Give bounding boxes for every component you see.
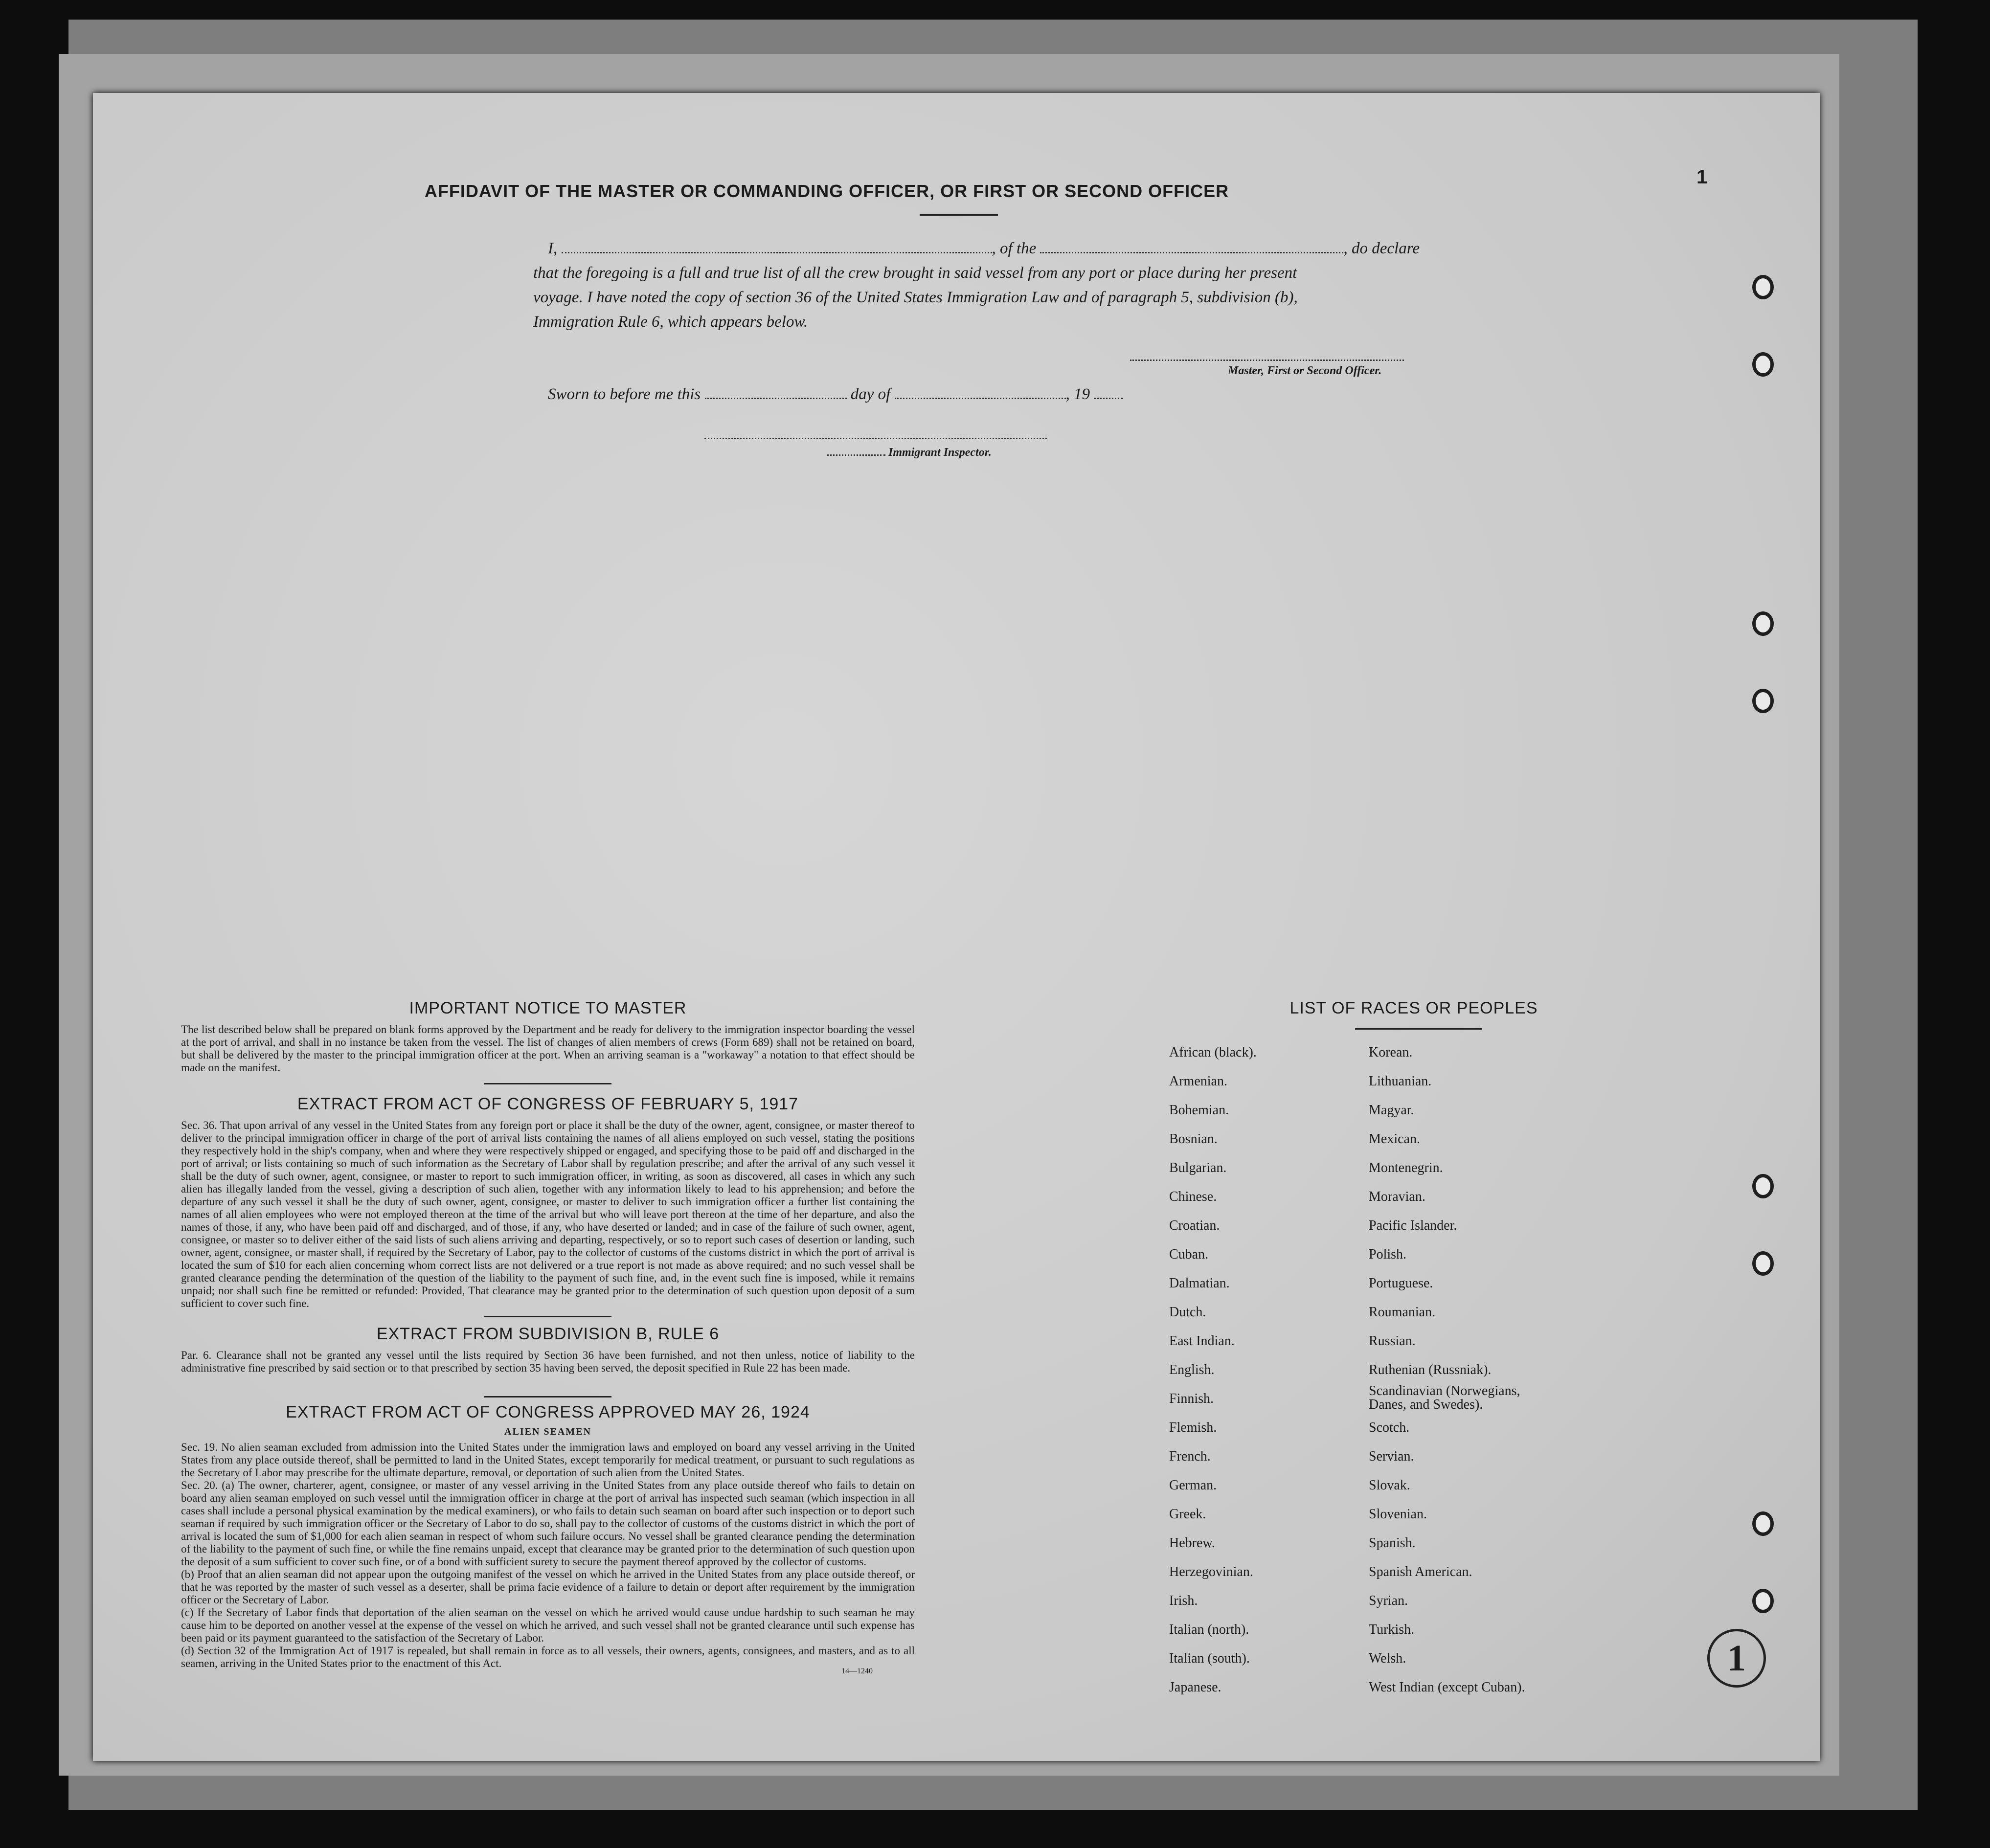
- race-left: Hebrew.: [1169, 1535, 1215, 1551]
- year-label: , 19: [1065, 385, 1090, 403]
- punch-hole: [1752, 689, 1774, 713]
- race-left: Chinese.: [1169, 1189, 1217, 1204]
- punch-hole: [1752, 1589, 1774, 1613]
- race-right: Korean.: [1369, 1045, 1413, 1060]
- race-right: Polish.: [1369, 1247, 1407, 1262]
- affidavit-line-3: voyage. I have noted the copy of section 36 of the United States Immigration Law and of paragraph 5, subdivision (b),: [533, 289, 1298, 306]
- race-left: Croatian.: [1169, 1218, 1220, 1233]
- race-right: Spanish American.: [1369, 1564, 1472, 1579]
- inspector-caption-text: Immigrant Inspector.: [888, 446, 992, 459]
- officer-caption: Master, First or Second Officer.: [1228, 364, 1382, 377]
- race-left: Flemish.: [1169, 1420, 1217, 1435]
- stamp-number: 1: [1727, 1637, 1746, 1679]
- race-right: West Indian (except Cuban).: [1369, 1680, 1525, 1695]
- race-left: East Indian.: [1169, 1333, 1235, 1349]
- race-left: Japanese.: [1169, 1680, 1221, 1695]
- race-right: Spanish.: [1369, 1535, 1416, 1551]
- sworn-label: Sworn to before me this: [548, 385, 701, 403]
- race-right: Welsh.: [1369, 1651, 1406, 1666]
- race-left: Greek.: [1169, 1507, 1206, 1522]
- affidavit-title: AFFIDAVIT OF THE MASTER OR COMMANDING OFFICER, OR FIRST OR SECOND OFFICER: [424, 181, 1229, 201]
- extract-1924-para: (b) Proof that an alien seaman did not appear upon the outgoing manifest of the vessel on which he arrived in the United States from any place outside thereof, or that he was reported by the master of such vessel as a deserter, shall be prima facie evidence of a failure to detain or deport after requirement by the immigration officer or the Secretary of Labor.: [181, 1568, 915, 1606]
- race-right: Montenegrin.: [1369, 1160, 1443, 1175]
- punch-hole: [1752, 352, 1774, 377]
- notice-title: IMPORTANT NOTICE TO MASTER: [409, 999, 687, 1017]
- document-page: [93, 93, 1820, 1761]
- extract-1924-para: (c) If the Secretary of Labor finds that deportation of the alien seaman on the vessel on which he arrived would cause undue hardship to such seaman he may cause him to be deported on another vessel at the expense of the vessel on which he arrived, and such vessel shall not be granted clearance until such expense has been paid or its payment guaranteed to the satisfaction of the Secretary of Labor.: [181, 1606, 915, 1644]
- race-right: Syrian.: [1369, 1593, 1408, 1608]
- races-title: LIST OF RACES OR PEOPLES: [1289, 999, 1538, 1017]
- extract-1917-rule: [484, 1316, 611, 1317]
- do-declare-label: , do declare: [1343, 240, 1420, 257]
- race-right: Pacific Islander.: [1369, 1218, 1457, 1233]
- extract-1924-subtitle: ALIEN SEAMEN: [504, 1426, 591, 1437]
- races-title-rule: [1355, 1028, 1482, 1030]
- race-left: Herzegovinian.: [1169, 1564, 1253, 1579]
- race-right: Roumanian.: [1369, 1305, 1436, 1320]
- affidavit-line-2: that the foregoing is a full and true list of all the crew brought in said vessel from any port or place during her present: [533, 264, 1297, 282]
- notice-body: The list described below shall be prepared on blank forms approved by the Department and be ready for delivery to the immigration inspector boarding the vessel at the port of arrival, and shall in no instance be taken from the vessel. The list of changes of alien members of crews (Form 689) shall not be retained on board, but shall be delivered by the master to the principal immigration officer at the port. When an arriving seaman is a "workaway" a notation to that effect should be made on the manifest.: [181, 1023, 915, 1074]
- extract-1924-title: EXTRACT FROM ACT OF CONGRESS APPROVED MAY 26, 1924: [286, 1403, 810, 1421]
- inspector-blank: [827, 454, 885, 456]
- punch-hole: [1752, 1174, 1774, 1198]
- year-blank: [1094, 398, 1123, 399]
- extract-1917-body: Sec. 36. That upon arrival of any vessel in the United States from any foreign port or place it shall be the duty of the owner, agent, consignee, or master thereof to deliver to the principal immigration officer in charge of the port of arrival lists containing the names of all aliens employed on such vessel, stating the positions they respectively hold in the ship's company, when and where they were respectively shipped or engaged, and specifying those to be paid off and discharged in the port of arrival; or lists containing so much of such information as the Secretary of Labor shall by regulation prescribe; and after the arrival of any such vessel it shall be the duty of such owner, agent, consignee, or master to report to such immigration officer, in writing, as soon as discovered, all cases in which any such alien has illegally landed from the vessel, giving a description of such alien, together with any information likely to lead to his apprehension; and before the departure of any such vessel it shall be the duty of such owner, agent, consignee, or master to deliver to such immigration officer a further list containing the names of all alien employees who were not employed thereon at the time of the arrival but who will leave port thereon at the time of her departure, and also the names of those, if any, who have been paid off and discharged, and of those, if any, who have deserted or landed; and in case of the failure of such owner, agent, consignee, or master so to deliver either of the said lists of such aliens arriving and departing, respectively, or so to report such cases of desertion or landing, such owner, agent, consignee, or master shall, if required by the Secretary of Labor, pay to the collector of customs of the customs district in which the port of arrival is located the sum of $10 for each alien concerning whom correct lists are not delivered or a true report is not made as above required; and no such vessel shall be granted clearance pending the determination of the question of the liability to the payment of such fine, and, in the event such fine is imposed, while it remains unpaid; nor shall such fine be remitted or refunded: Provided, That clearance may be granted prior to the determination of such question upon deposit of a sum sufficient to cover such fine.: [181, 1119, 915, 1309]
- page-marker: 1: [1696, 166, 1708, 188]
- race-right: Mexican.: [1369, 1131, 1420, 1147]
- race-right: Ruthenian (Russniak).: [1369, 1362, 1492, 1377]
- extract-1924-body: [181, 1441, 915, 1670]
- race-right: Slovak.: [1369, 1478, 1410, 1493]
- punch-hole: [1752, 611, 1774, 636]
- of-the-label: , of the: [992, 240, 1037, 257]
- day-of-label: day of: [850, 385, 891, 403]
- affidavit-line-4: Immigration Rule 6, which appears below.: [533, 313, 808, 331]
- rule6-body: Par. 6. Clearance shall not be granted any vessel until the lists required by Section 36 have been furnished, and not then unless, notice of liability to the administrative fine prescribed by said section or to that prescribed by section 35 having been served, the deposit specified in Rule 22 has been made.: [181, 1349, 915, 1374]
- form-number: 14—1240: [841, 1667, 873, 1675]
- race-left: Italian (south).: [1169, 1651, 1250, 1666]
- race-right: Russian.: [1369, 1333, 1416, 1349]
- punch-hole: [1752, 275, 1774, 299]
- vessel-blank: [1040, 252, 1343, 253]
- day-blank: [705, 398, 847, 399]
- race-right: Scandinavian (Norwegians, Danes, and Swedes).: [1369, 1383, 1520, 1412]
- race-left: Finnish.: [1169, 1391, 1214, 1406]
- punch-hole: [1752, 1251, 1774, 1276]
- inspector-caption: [827, 446, 992, 459]
- inspector-signature-line: [704, 438, 1047, 439]
- rule6-rule: [484, 1396, 611, 1397]
- race-left: French.: [1169, 1449, 1211, 1464]
- race-left: Cuban.: [1169, 1247, 1209, 1262]
- rule6-title: EXTRACT FROM SUBDIVISION B, RULE 6: [376, 1325, 720, 1343]
- race-left: Bulgarian.: [1169, 1160, 1227, 1175]
- race-right: Portuguese.: [1369, 1276, 1433, 1291]
- race-left: Dalmatian.: [1169, 1276, 1230, 1291]
- race-left: German.: [1169, 1478, 1217, 1493]
- race-left: Bohemian.: [1169, 1103, 1229, 1118]
- race-right: Lithuanian.: [1369, 1074, 1432, 1089]
- race-left: African (black).: [1169, 1045, 1257, 1060]
- extract-1924-para: Sec. 19. No alien seaman excluded from admission into the United States under the immigration laws and employed on board any vessel arriving in the United States from any place outside thereof, shall be permitted to land in the United States, except temporarily for medical treatment, or pursuant to such regulations as the Secretary of Labor may prescribe for the ultimate departure, removal, or deportation of such alien from the United States.: [181, 1441, 915, 1479]
- sworn-line: [548, 385, 1123, 404]
- extract-1917-title: EXTRACT FROM ACT OF CONGRESS OF FEBRUARY 5, 1917: [297, 1095, 799, 1113]
- race-right: Slovenian.: [1369, 1507, 1427, 1522]
- race-left: Armenian.: [1169, 1074, 1227, 1089]
- race-right: Servian.: [1369, 1449, 1414, 1464]
- i-label: I,: [548, 240, 558, 257]
- race-left: Dutch.: [1169, 1305, 1206, 1320]
- notice-rule: [484, 1083, 611, 1084]
- affidavit-line-1: [548, 240, 1541, 258]
- race-right: Scotch.: [1369, 1420, 1410, 1435]
- month-blank: [895, 398, 1066, 399]
- race-left: English.: [1169, 1362, 1215, 1377]
- race-right: Turkish.: [1369, 1622, 1415, 1637]
- race-right: Magyar.: [1369, 1103, 1414, 1118]
- name-blank: [562, 252, 992, 253]
- race-right: Moravian.: [1369, 1189, 1425, 1204]
- race-left: Irish.: [1169, 1593, 1198, 1608]
- affidavit-title-rule: [920, 214, 998, 216]
- race-left: Bosnian.: [1169, 1131, 1218, 1147]
- race-left: Italian (north).: [1169, 1622, 1249, 1637]
- punch-hole: [1752, 1511, 1774, 1536]
- officer-signature-line: [1130, 360, 1404, 361]
- extract-1924-para: (d) Section 32 of the Immigration Act of 1917 is repealed, but shall remain in force as to all vessels, their owners, agents, consignees, and masters, and as to all seamen, arriving in the United States prior to the enactment of this Act.: [181, 1645, 915, 1669]
- circled-page-number-stamp: [1707, 1629, 1766, 1688]
- extract-1924-para: Sec. 20. (a) The owner, charterer, agent, consignee, or master of any vessel arriving in the United States from any place outside thereof who fails to detain on board any alien seaman employed on such vessel until the immigration officer in charge at the port of arrival has inspected such seaman (which inspection in all cases shall include a personal physical examination by the medical examiners), or who fails to detain such seaman on board after such inspection or to deport such seaman if required by such immigration officer or the Secretary of Labor to do so, shall pay to the collector of customs of the customs district in which the port of arrival is located the sum of $1,000 for each alien seaman in respect of whom such failure occurs. No vessel shall be granted clearance pending the determination of the liability to the payment of such fine, or while the fine remains unpaid, except that clearance may be granted prior to the determination of such question upon the deposit of a sum sufficient to cover such fine, or of a bond with sufficient surety to secure the payment thereof approved by the collector of customs.: [181, 1479, 915, 1568]
